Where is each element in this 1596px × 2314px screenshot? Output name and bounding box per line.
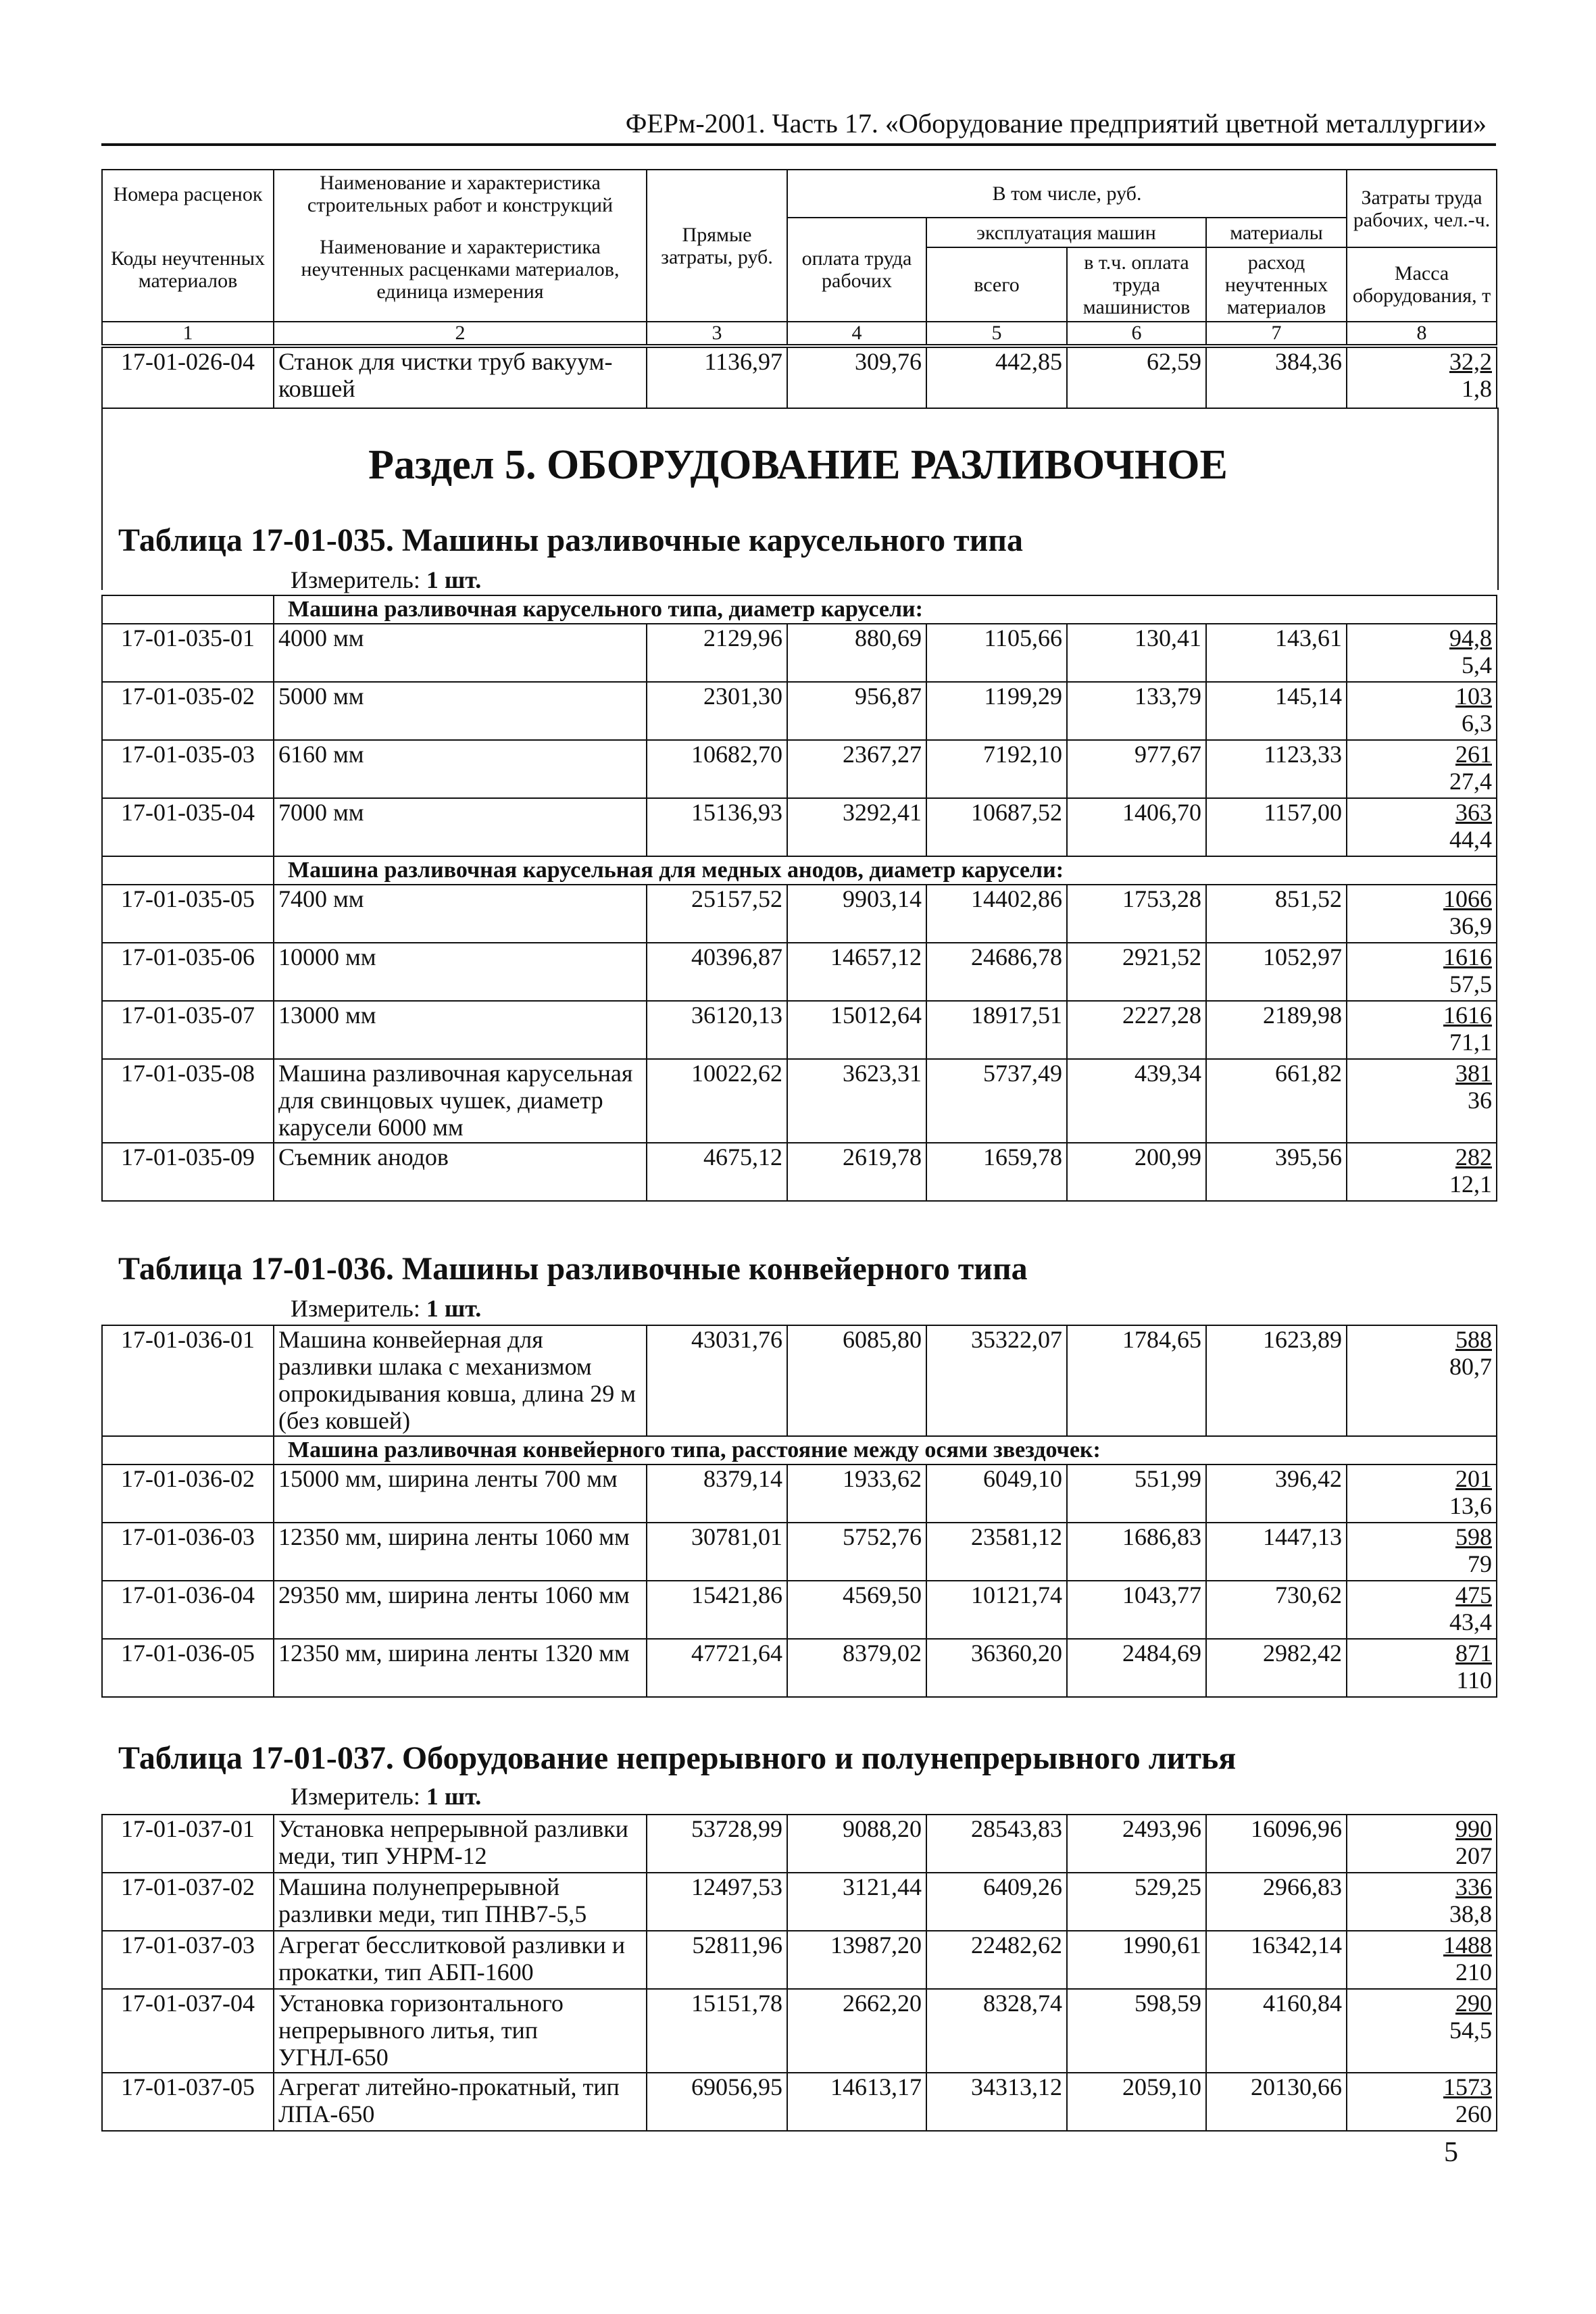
operators-wages: 1686,83 xyxy=(1067,1523,1206,1581)
machines-total: 22482,62 xyxy=(926,1931,1067,1989)
labor-value: 1616 xyxy=(1443,1002,1492,1029)
rate-code: 17-01-037-04 xyxy=(102,1989,274,2073)
labor-value: 261 xyxy=(1455,741,1492,768)
operators-wages: 529,25 xyxy=(1067,1873,1206,1931)
rate-code: 17-01-036-04 xyxy=(102,1581,274,1639)
col-materials-header: материалы xyxy=(1206,218,1347,247)
table-row xyxy=(102,885,1497,943)
mass-value: 27,4 xyxy=(1449,768,1492,795)
rate-name: 29350 мм, ширина ленты 1060 мм xyxy=(274,1581,647,1639)
direct-costs: 2301,30 xyxy=(647,682,787,740)
table-title-036: Таблица 17-01-036. Машины разливочные конвейерного типа xyxy=(118,1251,1028,1287)
materials: 396,42 xyxy=(1206,1464,1347,1523)
direct-costs: 25157,52 xyxy=(647,885,787,943)
table-row xyxy=(102,1325,1497,1436)
table-title-037: Таблица 17-01-037. Оборудование непрерывного и полунепрерывного литья xyxy=(118,1740,1237,1776)
rate-name: Установка горизонтального непрерывного литья, тип УГНЛ-650 xyxy=(274,1989,647,2073)
direct-costs: 10022,62 xyxy=(647,1059,787,1143)
wages: 3292,41 xyxy=(787,798,926,856)
col-number: 2 xyxy=(274,322,647,345)
direct-costs: 69056,95 xyxy=(647,2073,787,2131)
materials: 20130,66 xyxy=(1206,2073,1347,2131)
mass-value: 80,7 xyxy=(1449,1353,1492,1380)
col-number: 5 xyxy=(926,322,1067,345)
col-direct-costs-header: Прямые затраты, руб. xyxy=(647,170,787,322)
rate-name: Агрегат бесслитковой разливки и прокатки, тип АБП-1600 xyxy=(274,1931,647,1989)
subheading-row xyxy=(102,856,1497,885)
rate-code: 17-01-026-04 xyxy=(102,347,274,408)
subheading-row xyxy=(102,1436,1497,1464)
direct-costs: 47721,64 xyxy=(647,1639,787,1697)
wages: 9088,20 xyxy=(787,1815,926,1873)
materials: 851,52 xyxy=(1206,885,1347,943)
table-row xyxy=(102,1523,1497,1581)
wages: 13987,20 xyxy=(787,1931,926,1989)
rate-name: 5000 мм xyxy=(274,682,647,740)
wages: 1933,62 xyxy=(787,1464,926,1523)
table-row xyxy=(102,1873,1497,1931)
labor-value: 201 xyxy=(1455,1465,1492,1492)
col-number: 6 xyxy=(1067,322,1206,345)
materials: 661,82 xyxy=(1206,1059,1347,1143)
materials: 384,36 xyxy=(1206,347,1347,408)
labor-mass-cell xyxy=(1347,1523,1497,1581)
labor-mass-cell xyxy=(1347,798,1497,856)
materials: 1052,97 xyxy=(1206,943,1347,1001)
wages: 2367,27 xyxy=(787,740,926,798)
table-row xyxy=(102,1059,1497,1143)
direct-costs: 15421,86 xyxy=(647,1581,787,1639)
machines-total: 7192,10 xyxy=(926,740,1067,798)
col-codes-header: Номера расценок xyxy=(102,170,274,218)
rate-name: Машина полунепрерывной разливки меди, тип ПНВ7-5,5 xyxy=(274,1873,647,1931)
col-unaccounted-name-header: Наименование и характеристика неучтенных расценками материалов, единица измерения xyxy=(274,218,647,322)
materials: 16342,14 xyxy=(1206,1931,1347,1989)
rate-name: 10000 мм xyxy=(274,943,647,1001)
table-row xyxy=(102,1931,1497,1989)
wages: 6085,80 xyxy=(787,1325,926,1436)
section-frame xyxy=(101,408,1499,590)
direct-costs: 10682,70 xyxy=(647,740,787,798)
page-number: 5 xyxy=(1444,2137,1458,2168)
operators-wages: 1043,77 xyxy=(1067,1581,1206,1639)
labor-mass-cell xyxy=(1347,1001,1497,1059)
operators-wages: 1753,28 xyxy=(1067,885,1206,943)
mass-value: 43,4 xyxy=(1449,1608,1492,1635)
rate-name: 12350 мм, ширина ленты 1060 мм xyxy=(274,1523,647,1581)
machines-total: 23581,12 xyxy=(926,1523,1067,1581)
operators-wages: 1990,61 xyxy=(1067,1931,1206,1989)
subheading-code-blank xyxy=(102,856,274,885)
mass-value: 12,1 xyxy=(1449,1171,1492,1198)
labor-value: 1488 xyxy=(1443,1931,1492,1959)
rate-name: Агрегат литейно-прокатный, тип ЛПА-650 xyxy=(274,2073,647,2131)
labor-value: 1573 xyxy=(1443,2073,1492,2100)
col-operators-wages-header: в т.ч. оплата труда машинистов xyxy=(1067,247,1206,322)
table-row xyxy=(102,1989,1497,2073)
section-title: Раздел 5. ОБОРУДОВАНИЕ РАЗЛИВОЧНОЕ xyxy=(368,442,1228,488)
rate-code: 17-01-035-09 xyxy=(102,1143,274,1201)
labor-value: 1616 xyxy=(1443,943,1492,970)
mass-value: 210 xyxy=(1455,1959,1492,1986)
col-incl-header: В том числе, руб. xyxy=(787,170,1347,218)
rate-code: 17-01-036-05 xyxy=(102,1639,274,1697)
labor-mass-cell xyxy=(1347,1581,1497,1639)
col-mass-header: Масса оборудования, т xyxy=(1347,247,1497,322)
table-row xyxy=(102,1464,1497,1523)
operators-wages: 2921,52 xyxy=(1067,943,1206,1001)
rate-code: 17-01-035-04 xyxy=(102,798,274,856)
machines-total: 1659,78 xyxy=(926,1143,1067,1201)
materials: 143,61 xyxy=(1206,624,1347,682)
col-name-header: Наименование и характеристика строительных работ и конструкций xyxy=(274,170,647,218)
machines-total: 35322,07 xyxy=(926,1325,1067,1436)
machines-total: 8328,74 xyxy=(926,1989,1067,2073)
operators-wages: 1406,70 xyxy=(1067,798,1206,856)
direct-costs: 43031,76 xyxy=(647,1325,787,1436)
operators-wages: 2484,69 xyxy=(1067,1639,1206,1697)
mass-value: 6,3 xyxy=(1462,710,1492,737)
materials: 395,56 xyxy=(1206,1143,1347,1201)
mass-value: 44,4 xyxy=(1449,826,1492,853)
mass-value: 5,4 xyxy=(1462,651,1492,679)
labor-mass-cell xyxy=(1347,1325,1497,1436)
machines-total: 28543,83 xyxy=(926,1815,1067,1873)
table-row xyxy=(102,798,1497,856)
machines-total: 442,85 xyxy=(926,347,1067,408)
table-row xyxy=(102,1581,1497,1639)
mass-value: 207 xyxy=(1455,1842,1492,1869)
labor-mass-cell xyxy=(1347,1639,1497,1697)
mass-value: 13,6 xyxy=(1449,1492,1492,1519)
direct-costs: 40396,87 xyxy=(647,943,787,1001)
operators-wages: 551,99 xyxy=(1067,1464,1206,1523)
rate-name: Станок для чистки труб вакуум-ковшей xyxy=(274,347,647,408)
mass-value: 54,5 xyxy=(1449,2017,1492,2044)
operators-wages: 598,59 xyxy=(1067,1989,1206,2073)
operators-wages: 2227,28 xyxy=(1067,1001,1206,1059)
wages: 4569,50 xyxy=(787,1581,926,1639)
wages: 15012,64 xyxy=(787,1001,926,1059)
labor-value: 94,8 xyxy=(1449,624,1492,651)
rate-name: 7400 мм xyxy=(274,885,647,943)
rate-code: 17-01-037-03 xyxy=(102,1931,274,1989)
materials: 730,62 xyxy=(1206,1581,1347,1639)
labor-mass-cell xyxy=(1347,1931,1497,1989)
direct-costs: 8379,14 xyxy=(647,1464,787,1523)
table-row xyxy=(102,1143,1497,1201)
table-row xyxy=(102,943,1497,1001)
labor-mass-cell xyxy=(1347,624,1497,682)
measure-label: Измеритель: xyxy=(291,1295,420,1322)
operators-wages: 200,99 xyxy=(1067,1143,1206,1201)
labor-mass-cell xyxy=(1347,1059,1497,1143)
machines-total: 36360,20 xyxy=(926,1639,1067,1697)
labor-value: 290 xyxy=(1455,1990,1492,2017)
wages: 14657,12 xyxy=(787,943,926,1001)
col-material-usage-header: расход неучтенных материалов xyxy=(1206,247,1347,322)
machines-total: 14402,86 xyxy=(926,885,1067,943)
materials: 4160,84 xyxy=(1206,1989,1347,2073)
measure-value: 1 шт. xyxy=(426,566,482,593)
direct-costs: 53728,99 xyxy=(647,1815,787,1873)
direct-costs: 52811,96 xyxy=(647,1931,787,1989)
rate-name: Съемник анодов xyxy=(274,1143,647,1201)
machines-total: 10687,52 xyxy=(926,798,1067,856)
materials: 2982,42 xyxy=(1206,1639,1347,1697)
rate-name: Машина разливочная карусельная для свинцовых чушек, диаметр карусели 6000 мм xyxy=(274,1059,647,1143)
table-row xyxy=(102,682,1497,740)
table-row xyxy=(102,347,1497,408)
col-machines-header: эксплуатация машин xyxy=(926,218,1206,247)
measure-value: 1 шт. xyxy=(426,1783,482,1810)
labor-value: 475 xyxy=(1455,1581,1492,1608)
labor-mass-cell xyxy=(1347,2073,1497,2131)
col-wages-header: оплата труда рабочих xyxy=(787,218,926,322)
subheading-code-blank xyxy=(102,1436,274,1464)
machines-total: 18917,51 xyxy=(926,1001,1067,1059)
wages: 956,87 xyxy=(787,682,926,740)
measure-035 xyxy=(291,566,481,593)
rate-name: 7000 мм xyxy=(274,798,647,856)
mass-value: 38,8 xyxy=(1449,1900,1492,1927)
materials: 1157,00 xyxy=(1206,798,1347,856)
mass-value: 71,1 xyxy=(1449,1029,1492,1056)
table-037 xyxy=(101,1814,1497,2132)
direct-costs: 2129,96 xyxy=(647,624,787,682)
materials: 2189,98 xyxy=(1206,1001,1347,1059)
machines-total: 5737,49 xyxy=(926,1059,1067,1143)
labor-mass-cell xyxy=(1347,1143,1497,1201)
rate-code: 17-01-036-01 xyxy=(102,1325,274,1436)
wages: 309,76 xyxy=(787,347,926,408)
materials: 145,14 xyxy=(1206,682,1347,740)
labor-value: 32,2 xyxy=(1449,348,1492,375)
rate-code: 17-01-035-05 xyxy=(102,885,274,943)
subheading-text: Машина разливочная конвейерного типа, расстояние между осями звездочек: xyxy=(274,1436,1497,1464)
operators-wages: 439,34 xyxy=(1067,1059,1206,1143)
table-row xyxy=(102,2073,1497,2131)
labor-value: 282 xyxy=(1455,1143,1492,1171)
measure-036 xyxy=(291,1295,481,1322)
labor-value: 588 xyxy=(1455,1326,1492,1353)
wages: 8379,02 xyxy=(787,1639,926,1697)
col-number: 3 xyxy=(647,322,787,345)
mass-value: 57,5 xyxy=(1449,970,1492,998)
labor-mass-cell xyxy=(1347,1815,1497,1873)
mass-value: 110 xyxy=(1456,1667,1492,1694)
wages: 14613,17 xyxy=(787,2073,926,2131)
running-header xyxy=(0,107,1596,147)
machines-total: 34313,12 xyxy=(926,2073,1067,2131)
operators-wages: 977,67 xyxy=(1067,740,1206,798)
wages: 880,69 xyxy=(787,624,926,682)
table-035 xyxy=(101,595,1497,1202)
labor-mass-cell xyxy=(1347,1464,1497,1523)
operators-wages: 62,59 xyxy=(1067,347,1206,408)
machines-total: 1199,29 xyxy=(926,682,1067,740)
rate-name: 13000 мм xyxy=(274,1001,647,1059)
direct-costs: 36120,13 xyxy=(647,1001,787,1059)
col-labor-header: Затраты труда рабочих, чел.-ч. xyxy=(1347,170,1497,247)
labor-mass-cell xyxy=(1347,1989,1497,2073)
col-unaccounted-codes-header: Коды неучтенных материалов xyxy=(102,218,274,322)
col-number: 8 xyxy=(1347,322,1497,345)
direct-costs: 30781,01 xyxy=(647,1523,787,1581)
col-machines-total-header: всего xyxy=(926,247,1067,322)
table-title-035: Таблица 17-01-035. Машины разливочные карусельного типа xyxy=(118,522,1024,558)
subheading-text: Машина разливочная карусельного типа, диаметр карусели: xyxy=(274,595,1497,624)
col-number: 7 xyxy=(1206,322,1347,345)
operators-wages: 2059,10 xyxy=(1067,2073,1206,2131)
rate-code: 17-01-037-01 xyxy=(102,1815,274,1873)
subheading-row xyxy=(102,595,1497,624)
machines-total: 10121,74 xyxy=(926,1581,1067,1639)
rate-name: 15000 мм, ширина ленты 700 мм xyxy=(274,1464,647,1523)
operators-wages: 130,41 xyxy=(1067,624,1206,682)
materials: 1623,89 xyxy=(1206,1325,1347,1436)
rate-name: 4000 мм xyxy=(274,624,647,682)
subheading-text: Машина разливочная карусельная для медных анодов, диаметр карусели: xyxy=(274,856,1497,885)
direct-costs: 4675,12 xyxy=(647,1143,787,1201)
mass-value: 36 xyxy=(1468,1087,1492,1114)
wages: 3623,31 xyxy=(787,1059,926,1143)
rate-code: 17-01-036-02 xyxy=(102,1464,274,1523)
col-number: 4 xyxy=(787,322,926,345)
wages: 2619,78 xyxy=(787,1143,926,1201)
labor-value: 363 xyxy=(1455,799,1492,826)
rate-name: Машина конвейерная для разливки шлака с механизмом опрокидывания ковша, длина 29 м (без ковшей) xyxy=(274,1325,647,1436)
direct-costs: 15151,78 xyxy=(647,1989,787,2073)
column-header-table xyxy=(101,169,1497,345)
rate-code: 17-01-037-05 xyxy=(102,2073,274,2131)
labor-mass-cell xyxy=(1347,347,1497,408)
operators-wages: 1784,65 xyxy=(1067,1325,1206,1436)
labor-mass-cell xyxy=(1347,943,1497,1001)
materials: 16096,96 xyxy=(1206,1815,1347,1873)
table-row xyxy=(102,1815,1497,1873)
table-row xyxy=(102,740,1497,798)
rate-name: 12350 мм, ширина ленты 1320 мм xyxy=(274,1639,647,1697)
rate-code: 17-01-035-03 xyxy=(102,740,274,798)
materials: 1447,13 xyxy=(1206,1523,1347,1581)
rate-name: Установка непрерывной разливки меди, тип УНРМ-12 xyxy=(274,1815,647,1873)
labor-mass-cell xyxy=(1347,1873,1497,1931)
materials: 1123,33 xyxy=(1206,740,1347,798)
mass-value: 79 xyxy=(1468,1550,1492,1577)
measure-label: Измеритель: xyxy=(291,1783,420,1810)
table-row xyxy=(102,624,1497,682)
machines-total: 1105,66 xyxy=(926,624,1067,682)
direct-costs: 1136,97 xyxy=(647,347,787,408)
labor-mass-cell xyxy=(1347,740,1497,798)
labor-value: 598 xyxy=(1455,1523,1492,1550)
header-rule xyxy=(101,143,1496,146)
labor-value: 103 xyxy=(1455,683,1492,710)
table-row xyxy=(102,1001,1497,1059)
machines-total: 6049,10 xyxy=(926,1464,1067,1523)
rate-code: 17-01-035-02 xyxy=(102,682,274,740)
labor-value: 381 xyxy=(1455,1060,1492,1087)
table-036 xyxy=(101,1325,1497,1698)
labor-value: 990 xyxy=(1455,1815,1492,1842)
direct-costs: 12497,53 xyxy=(647,1873,787,1931)
wages: 5752,76 xyxy=(787,1523,926,1581)
wages: 3121,44 xyxy=(787,1873,926,1931)
mass-value: 1,8 xyxy=(1462,375,1492,402)
rate-name: 6160 мм xyxy=(274,740,647,798)
subheading-code-blank xyxy=(102,595,274,624)
rate-code: 17-01-037-02 xyxy=(102,1873,274,1931)
rate-code: 17-01-035-08 xyxy=(102,1059,274,1143)
operators-wages: 2493,96 xyxy=(1067,1815,1206,1873)
labor-value: 871 xyxy=(1455,1640,1492,1667)
machines-total: 24686,78 xyxy=(926,943,1067,1001)
labor-value: 1066 xyxy=(1443,885,1492,912)
rate-code: 17-01-035-01 xyxy=(102,624,274,682)
machines-total: 6409,26 xyxy=(926,1873,1067,1931)
labor-mass-cell xyxy=(1347,682,1497,740)
measure-037 xyxy=(291,1783,481,1810)
wages: 2662,20 xyxy=(787,1989,926,2073)
rate-code: 17-01-036-03 xyxy=(102,1523,274,1581)
wages: 9903,14 xyxy=(787,885,926,943)
materials: 2966,83 xyxy=(1206,1873,1347,1931)
mass-value: 36,9 xyxy=(1449,912,1492,939)
rate-code: 17-01-035-06 xyxy=(102,943,274,1001)
mass-value: 260 xyxy=(1455,2100,1492,2127)
labor-mass-cell xyxy=(1347,885,1497,943)
direct-costs: 15136,93 xyxy=(647,798,787,856)
measure-label: Измеритель: xyxy=(291,566,420,593)
rate-code: 17-01-035-07 xyxy=(102,1001,274,1059)
labor-value: 336 xyxy=(1455,1873,1492,1900)
operators-wages: 133,79 xyxy=(1067,682,1206,740)
carryover-table xyxy=(101,347,1497,409)
header-text: ФЕРм-2001. Часть 17. «Оборудование предприятий цветной металлургии» xyxy=(625,108,1487,139)
measure-value: 1 шт. xyxy=(426,1295,482,1322)
table-row xyxy=(102,1639,1497,1697)
col-number: 1 xyxy=(102,322,274,345)
